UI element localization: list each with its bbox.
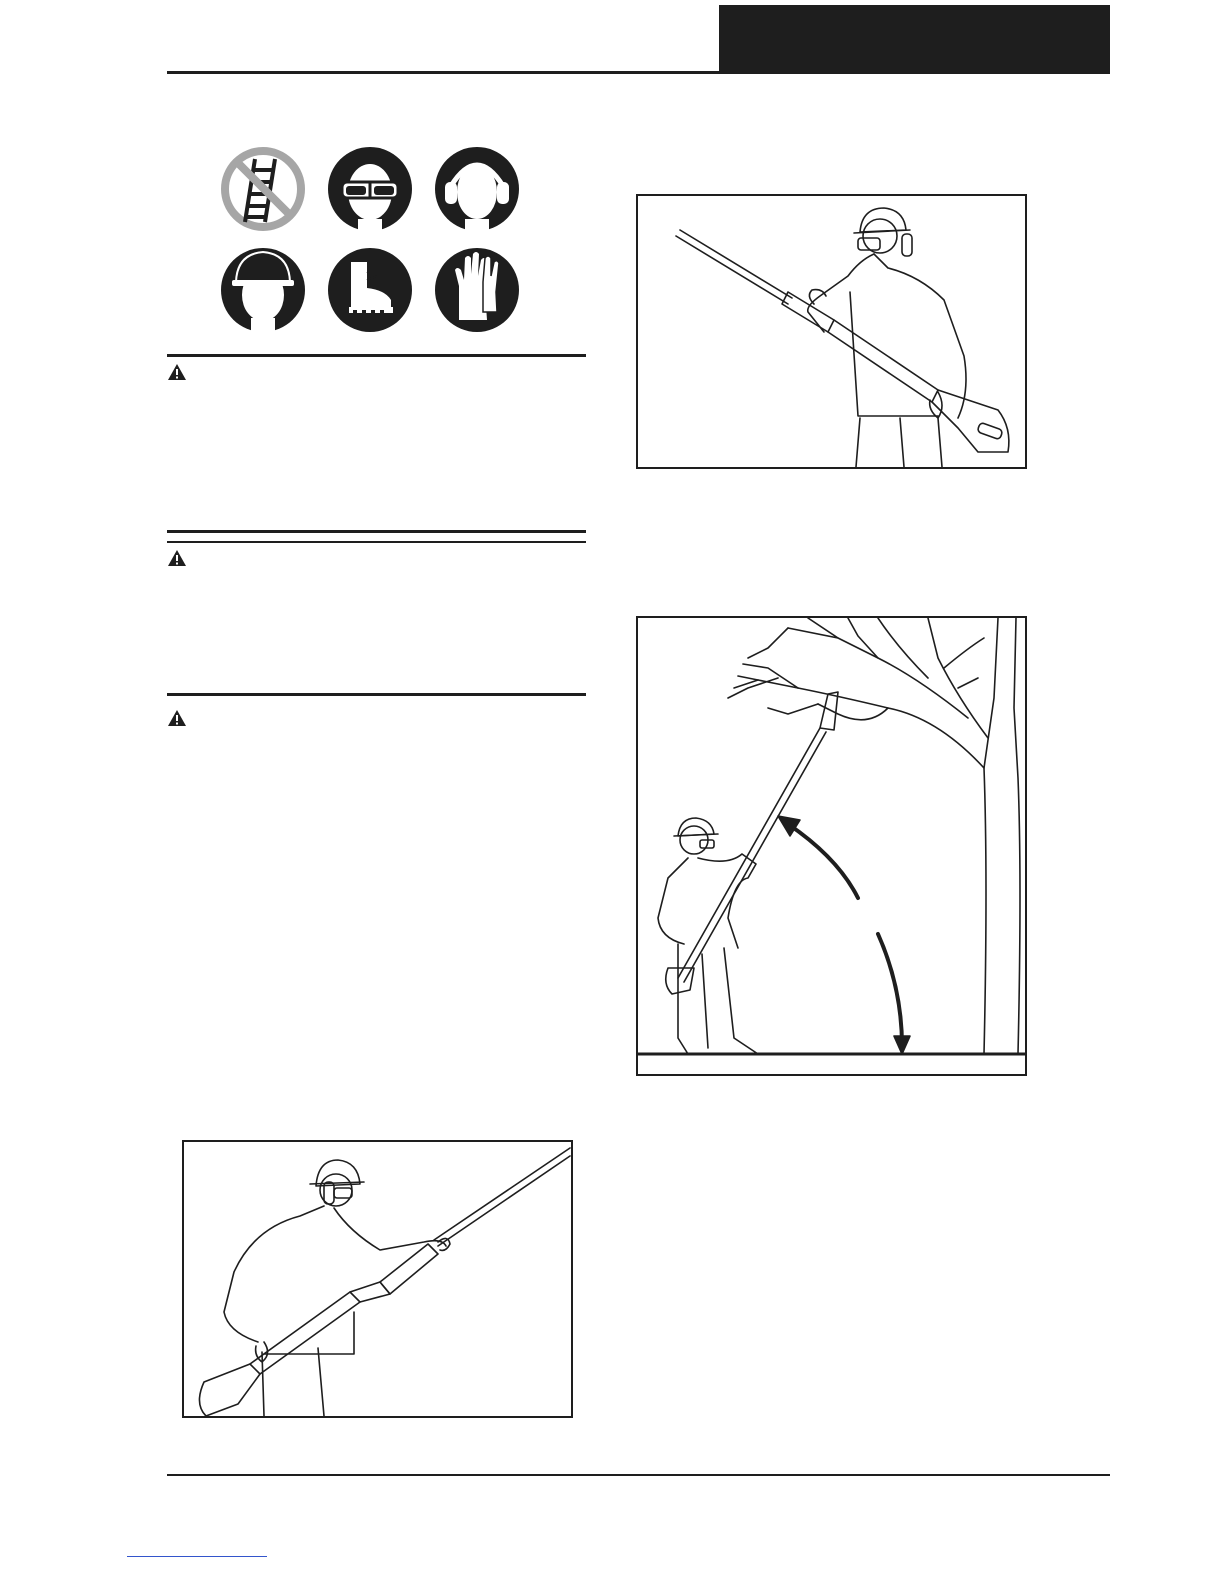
warning-rule-3 (167, 693, 586, 696)
warning-triangle-icon (167, 709, 187, 727)
section-tab (719, 5, 1110, 74)
safety-boot-icon (328, 248, 412, 332)
hearing-protection-icon (435, 147, 519, 231)
warning-triangle-icon (167, 549, 187, 567)
hard-hat-icon (221, 248, 305, 332)
link-underline[interactable] (127, 1556, 267, 1557)
operator-holding-pole-saw-icon (636, 194, 1027, 469)
warning-rule-1 (167, 354, 586, 357)
warning-triangle-icon (167, 363, 187, 381)
no-ladder-icon (225, 151, 301, 227)
safety-gloves-icon (435, 248, 519, 332)
safety-icons-grid (215, 142, 525, 337)
footer-rule (167, 1474, 1110, 1476)
operator-pole-saw-low-angle-icon (182, 1140, 573, 1418)
safety-glasses-icon (328, 147, 412, 231)
warning-rule-2b (167, 541, 586, 543)
warning-rule-2a (167, 530, 586, 533)
operator-pruning-tree-branch-icon (636, 616, 1027, 1076)
header-rule (167, 71, 719, 74)
